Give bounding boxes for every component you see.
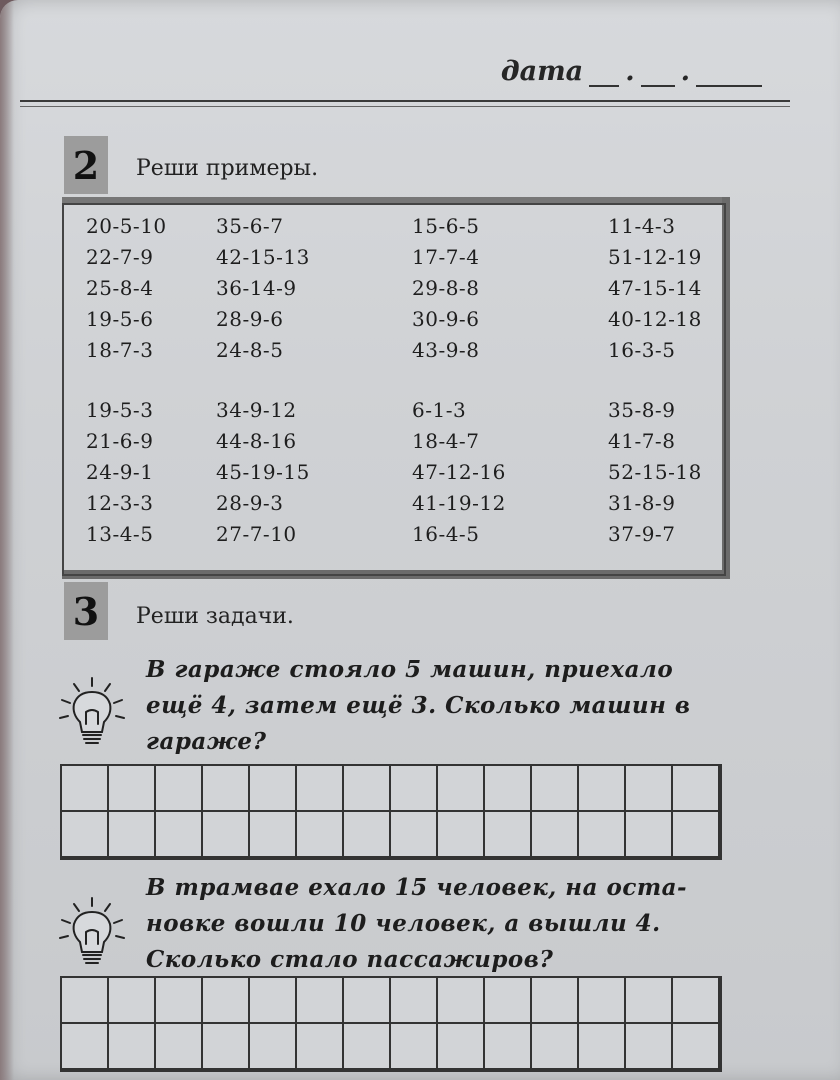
example: 16-4-5 bbox=[412, 522, 480, 546]
example: 44-8-16 bbox=[216, 429, 297, 453]
example: 20-5-10 bbox=[86, 214, 167, 238]
problem-1 bbox=[146, 652, 691, 760]
example: 18-7-3 bbox=[86, 338, 154, 362]
example: 24-9-1 bbox=[86, 460, 154, 484]
example: 21-6-9 bbox=[86, 429, 154, 453]
example: 12-3-3 bbox=[86, 491, 154, 515]
problem-2-line: Сколько стало пассажиров? bbox=[146, 946, 554, 973]
example: 35-6-7 bbox=[216, 214, 284, 238]
example: 43-9-8 bbox=[412, 338, 480, 362]
problem-2-line: новке вошли 10 человек, а вышли 4. bbox=[146, 910, 661, 937]
example: 27-7-10 bbox=[216, 522, 297, 546]
problem-2 bbox=[146, 870, 687, 978]
example: 47-12-16 bbox=[412, 460, 506, 484]
example: 29-8-8 bbox=[412, 276, 480, 300]
task-3-title: Реши задачи. bbox=[136, 604, 294, 629]
task-2-title: Реши примеры. bbox=[136, 156, 319, 181]
example: 17-7-4 bbox=[412, 245, 480, 269]
example: 30-9-6 bbox=[412, 307, 480, 331]
answer-grid-2[interactable] bbox=[60, 976, 722, 1072]
lightbulb-icon bbox=[52, 892, 132, 972]
date-month-blank[interactable] bbox=[641, 63, 675, 87]
example: 15-6-5 bbox=[412, 214, 480, 238]
header-divider bbox=[20, 100, 790, 102]
example: 40-12-18 bbox=[608, 307, 702, 331]
example: 19-5-3 bbox=[86, 398, 154, 422]
example: 11-4-3 bbox=[608, 214, 676, 238]
example: 35-8-9 bbox=[608, 398, 676, 422]
date-label: дата bbox=[500, 56, 584, 87]
lightbulb-icon bbox=[52, 672, 132, 752]
example: 51-12-19 bbox=[608, 245, 702, 269]
example: 37-9-7 bbox=[608, 522, 676, 546]
task-number-2: 2 bbox=[64, 136, 108, 194]
example: 6-1-3 bbox=[412, 398, 467, 422]
example: 25-8-4 bbox=[86, 276, 154, 300]
problem-1-line: В гараже стояло 5 машин, приехало bbox=[146, 656, 674, 683]
example: 34-9-12 bbox=[216, 398, 297, 422]
example: 36-14-9 bbox=[216, 276, 297, 300]
header-divider-thin bbox=[20, 106, 790, 107]
example: 45-19-15 bbox=[216, 460, 310, 484]
example: 28-9-6 bbox=[216, 307, 284, 331]
example: 18-4-7 bbox=[412, 429, 480, 453]
example: 19-5-6 bbox=[86, 307, 154, 331]
task-number-3: 3 bbox=[64, 582, 108, 640]
example: 41-7-8 bbox=[608, 429, 676, 453]
date-separator: . bbox=[625, 56, 635, 87]
example: 31-8-9 bbox=[608, 491, 676, 515]
example: 41-19-12 bbox=[412, 491, 506, 515]
problem-1-line: гараже? bbox=[146, 728, 267, 755]
example: 22-7-9 bbox=[86, 245, 154, 269]
example: 24-8-5 bbox=[216, 338, 284, 362]
example: 42-15-13 bbox=[216, 245, 310, 269]
date-field bbox=[501, 56, 762, 87]
date-year-blank[interactable] bbox=[696, 63, 762, 87]
example: 13-4-5 bbox=[86, 522, 154, 546]
example: 28-9-3 bbox=[216, 491, 284, 515]
example: 52-15-18 bbox=[608, 460, 702, 484]
date-separator: . bbox=[680, 56, 690, 87]
problem-2-line: В трамвае ехало 15 человек, на оста- bbox=[146, 874, 688, 901]
example: 16-3-5 bbox=[608, 338, 676, 362]
problem-1-line: ещё 4, затем ещё 3. Сколько машин в bbox=[146, 692, 691, 719]
answer-grid-1[interactable] bbox=[60, 764, 722, 860]
date-day-blank[interactable] bbox=[589, 63, 619, 87]
example: 47-15-14 bbox=[608, 276, 702, 300]
